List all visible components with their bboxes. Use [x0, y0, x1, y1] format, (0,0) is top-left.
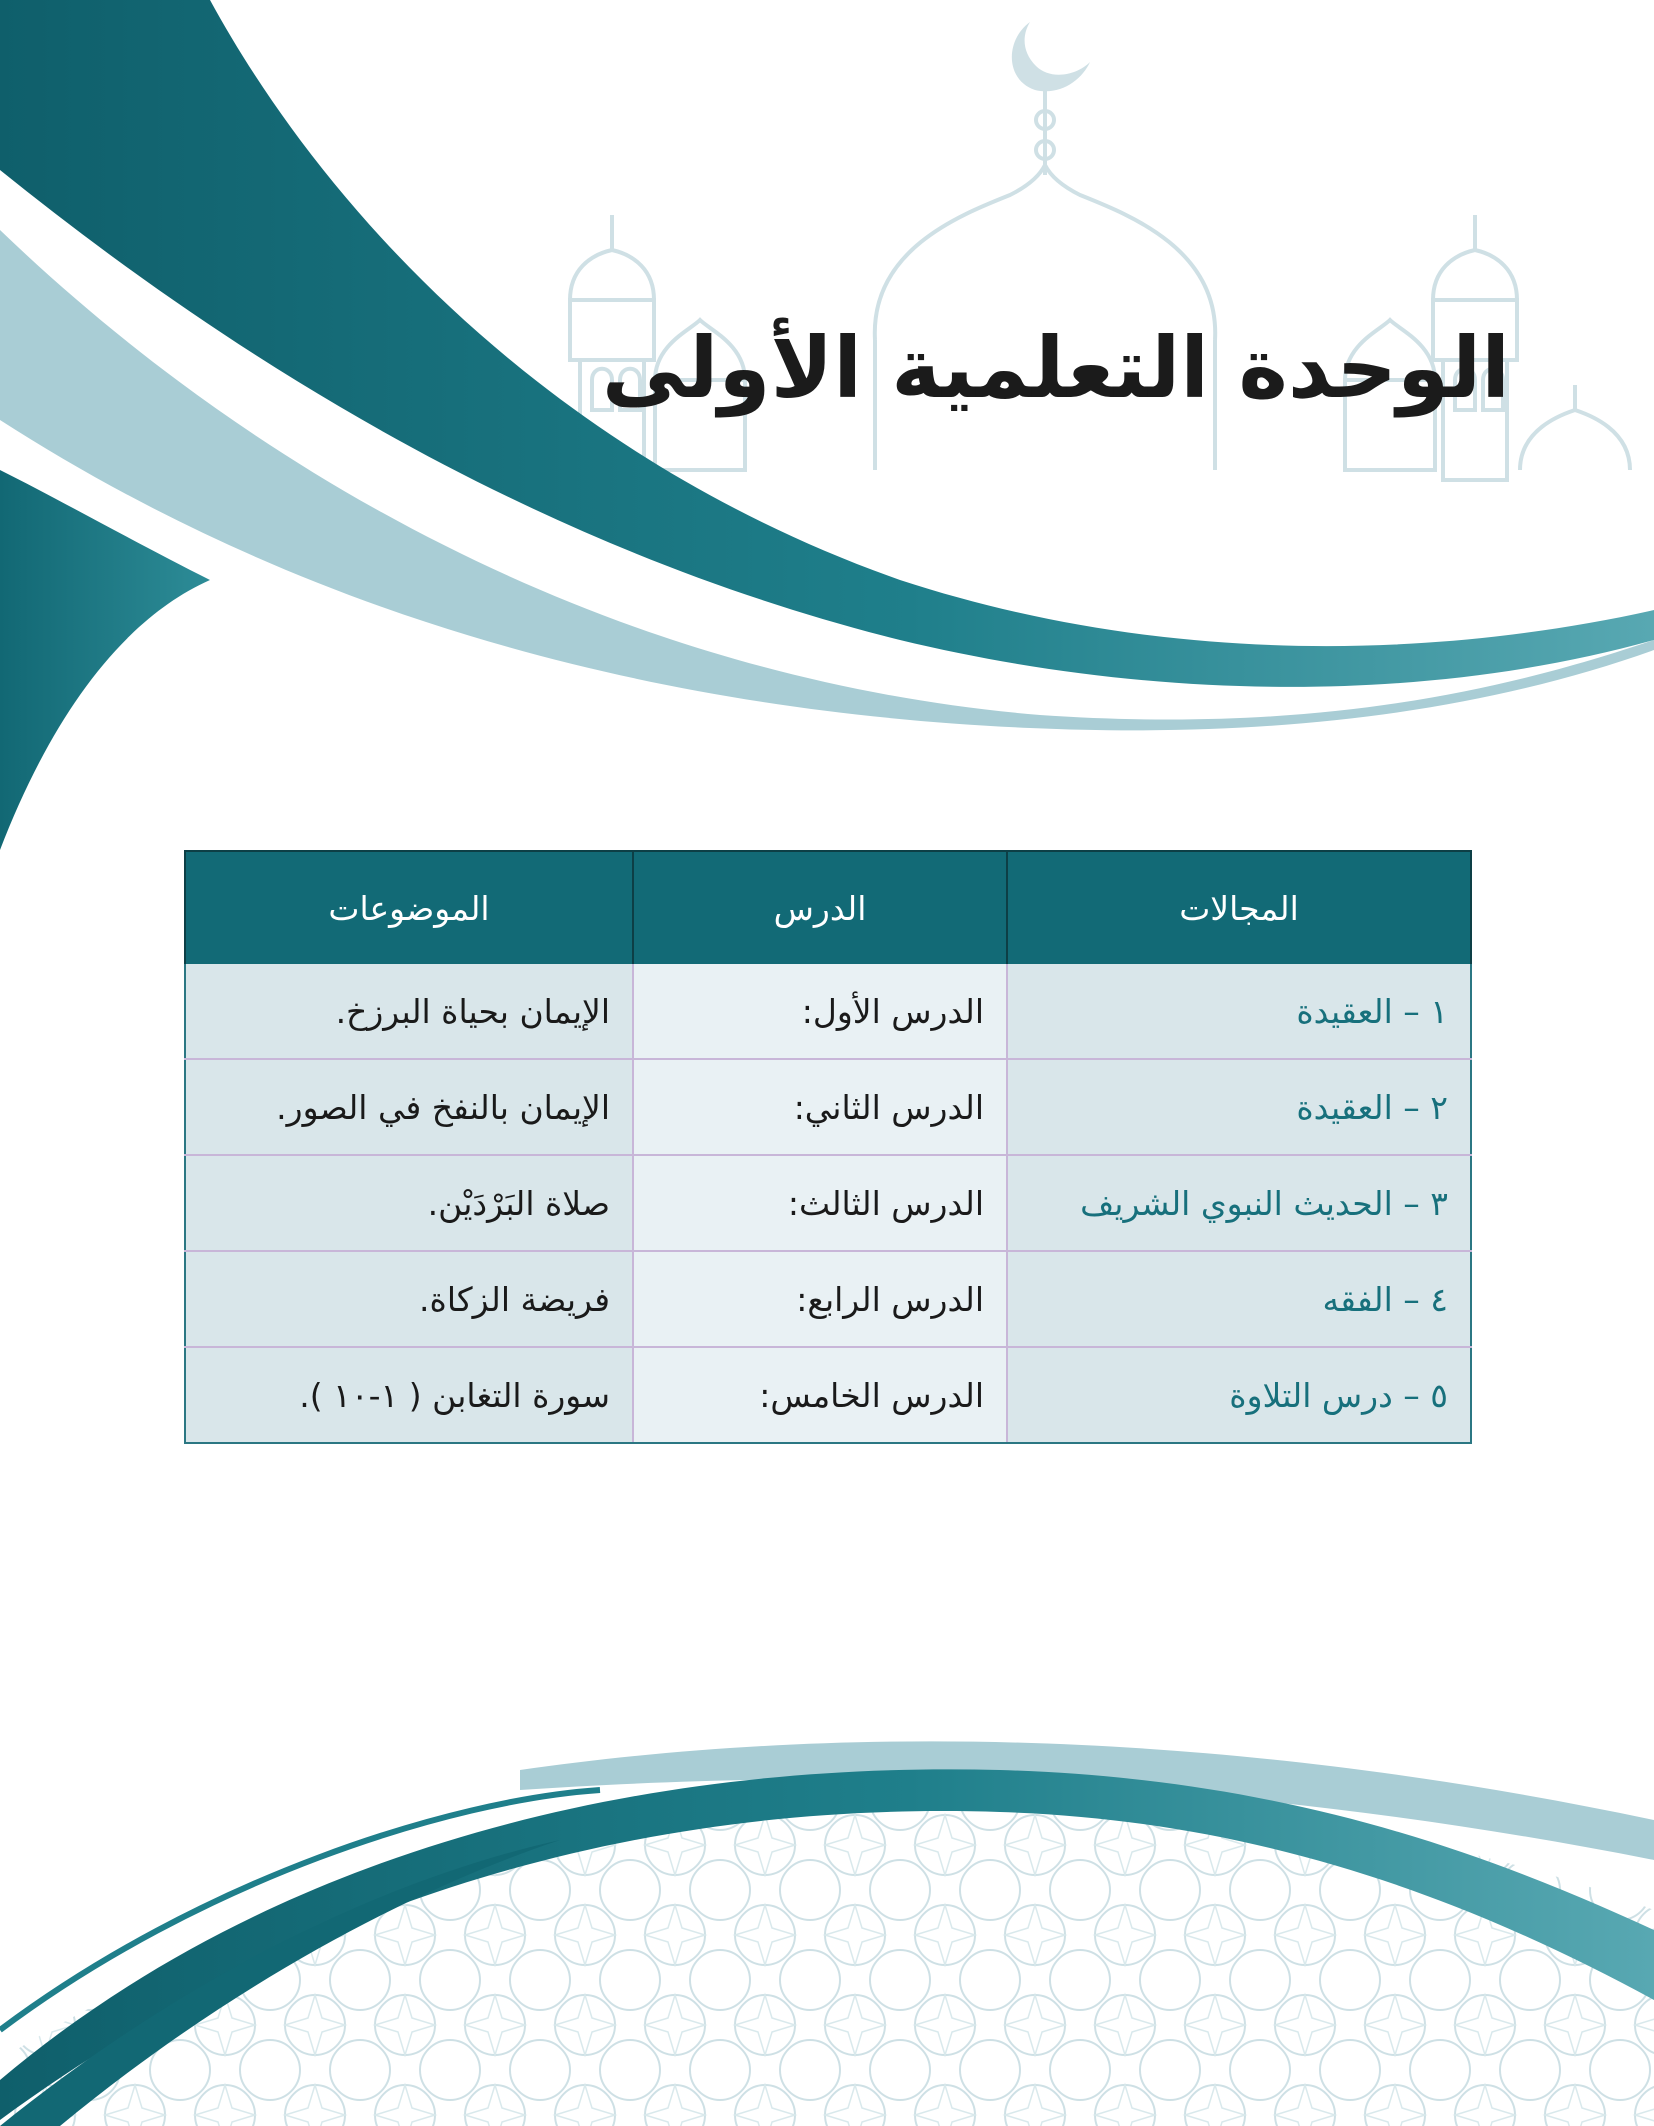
lesson-cell: الدرس الأول: [633, 964, 1007, 1059]
domain-cell: ٣ – الحديث النبوي الشريف [1007, 1155, 1471, 1251]
topic-cell: سورة التغابن ( ١-١٠ ). [185, 1347, 633, 1443]
table-row [185, 1155, 1471, 1251]
lesson-cell: الدرس الرابع: [633, 1251, 1007, 1347]
topic-cell: فريضة الزكاة. [185, 1251, 633, 1347]
table-header-row [185, 851, 1471, 964]
lesson-cell: الدرس الخامس: [633, 1347, 1007, 1443]
topic-cell: الإيمان بالنفخ في الصور. [185, 1059, 633, 1155]
table-row [185, 964, 1471, 1059]
lesson-cell: الدرس الثالث: [633, 1155, 1007, 1251]
domain-cell: ٢ – العقيدة [1007, 1059, 1471, 1155]
domain-cell: ٤ – الفقه [1007, 1251, 1471, 1347]
table-row [185, 1059, 1471, 1155]
table-row [185, 1251, 1471, 1347]
header-topics: الموضوعات [185, 851, 633, 964]
wave-band [0, 0, 1654, 850]
lessons-table [184, 850, 1472, 1444]
domain-cell: ١ – العقيدة [1007, 964, 1471, 1059]
domain-cell: ٥ – درس التلاوة [1007, 1347, 1471, 1443]
topic-cell: الإيمان بحياة البرزخ. [185, 964, 633, 1059]
topic-cell: صلاة البَرْدَيْن. [185, 1155, 633, 1251]
unit-title: الوحدة التعلمية الأولى [601, 319, 1510, 417]
lessons-table-container [184, 850, 1470, 1434]
header-lesson: الدرس [633, 851, 1007, 964]
lesson-cell: الدرس الثاني: [633, 1059, 1007, 1155]
table-row [185, 1347, 1471, 1443]
header-domains: المجالات [1007, 851, 1471, 964]
crescent-icon [1012, 22, 1090, 91]
